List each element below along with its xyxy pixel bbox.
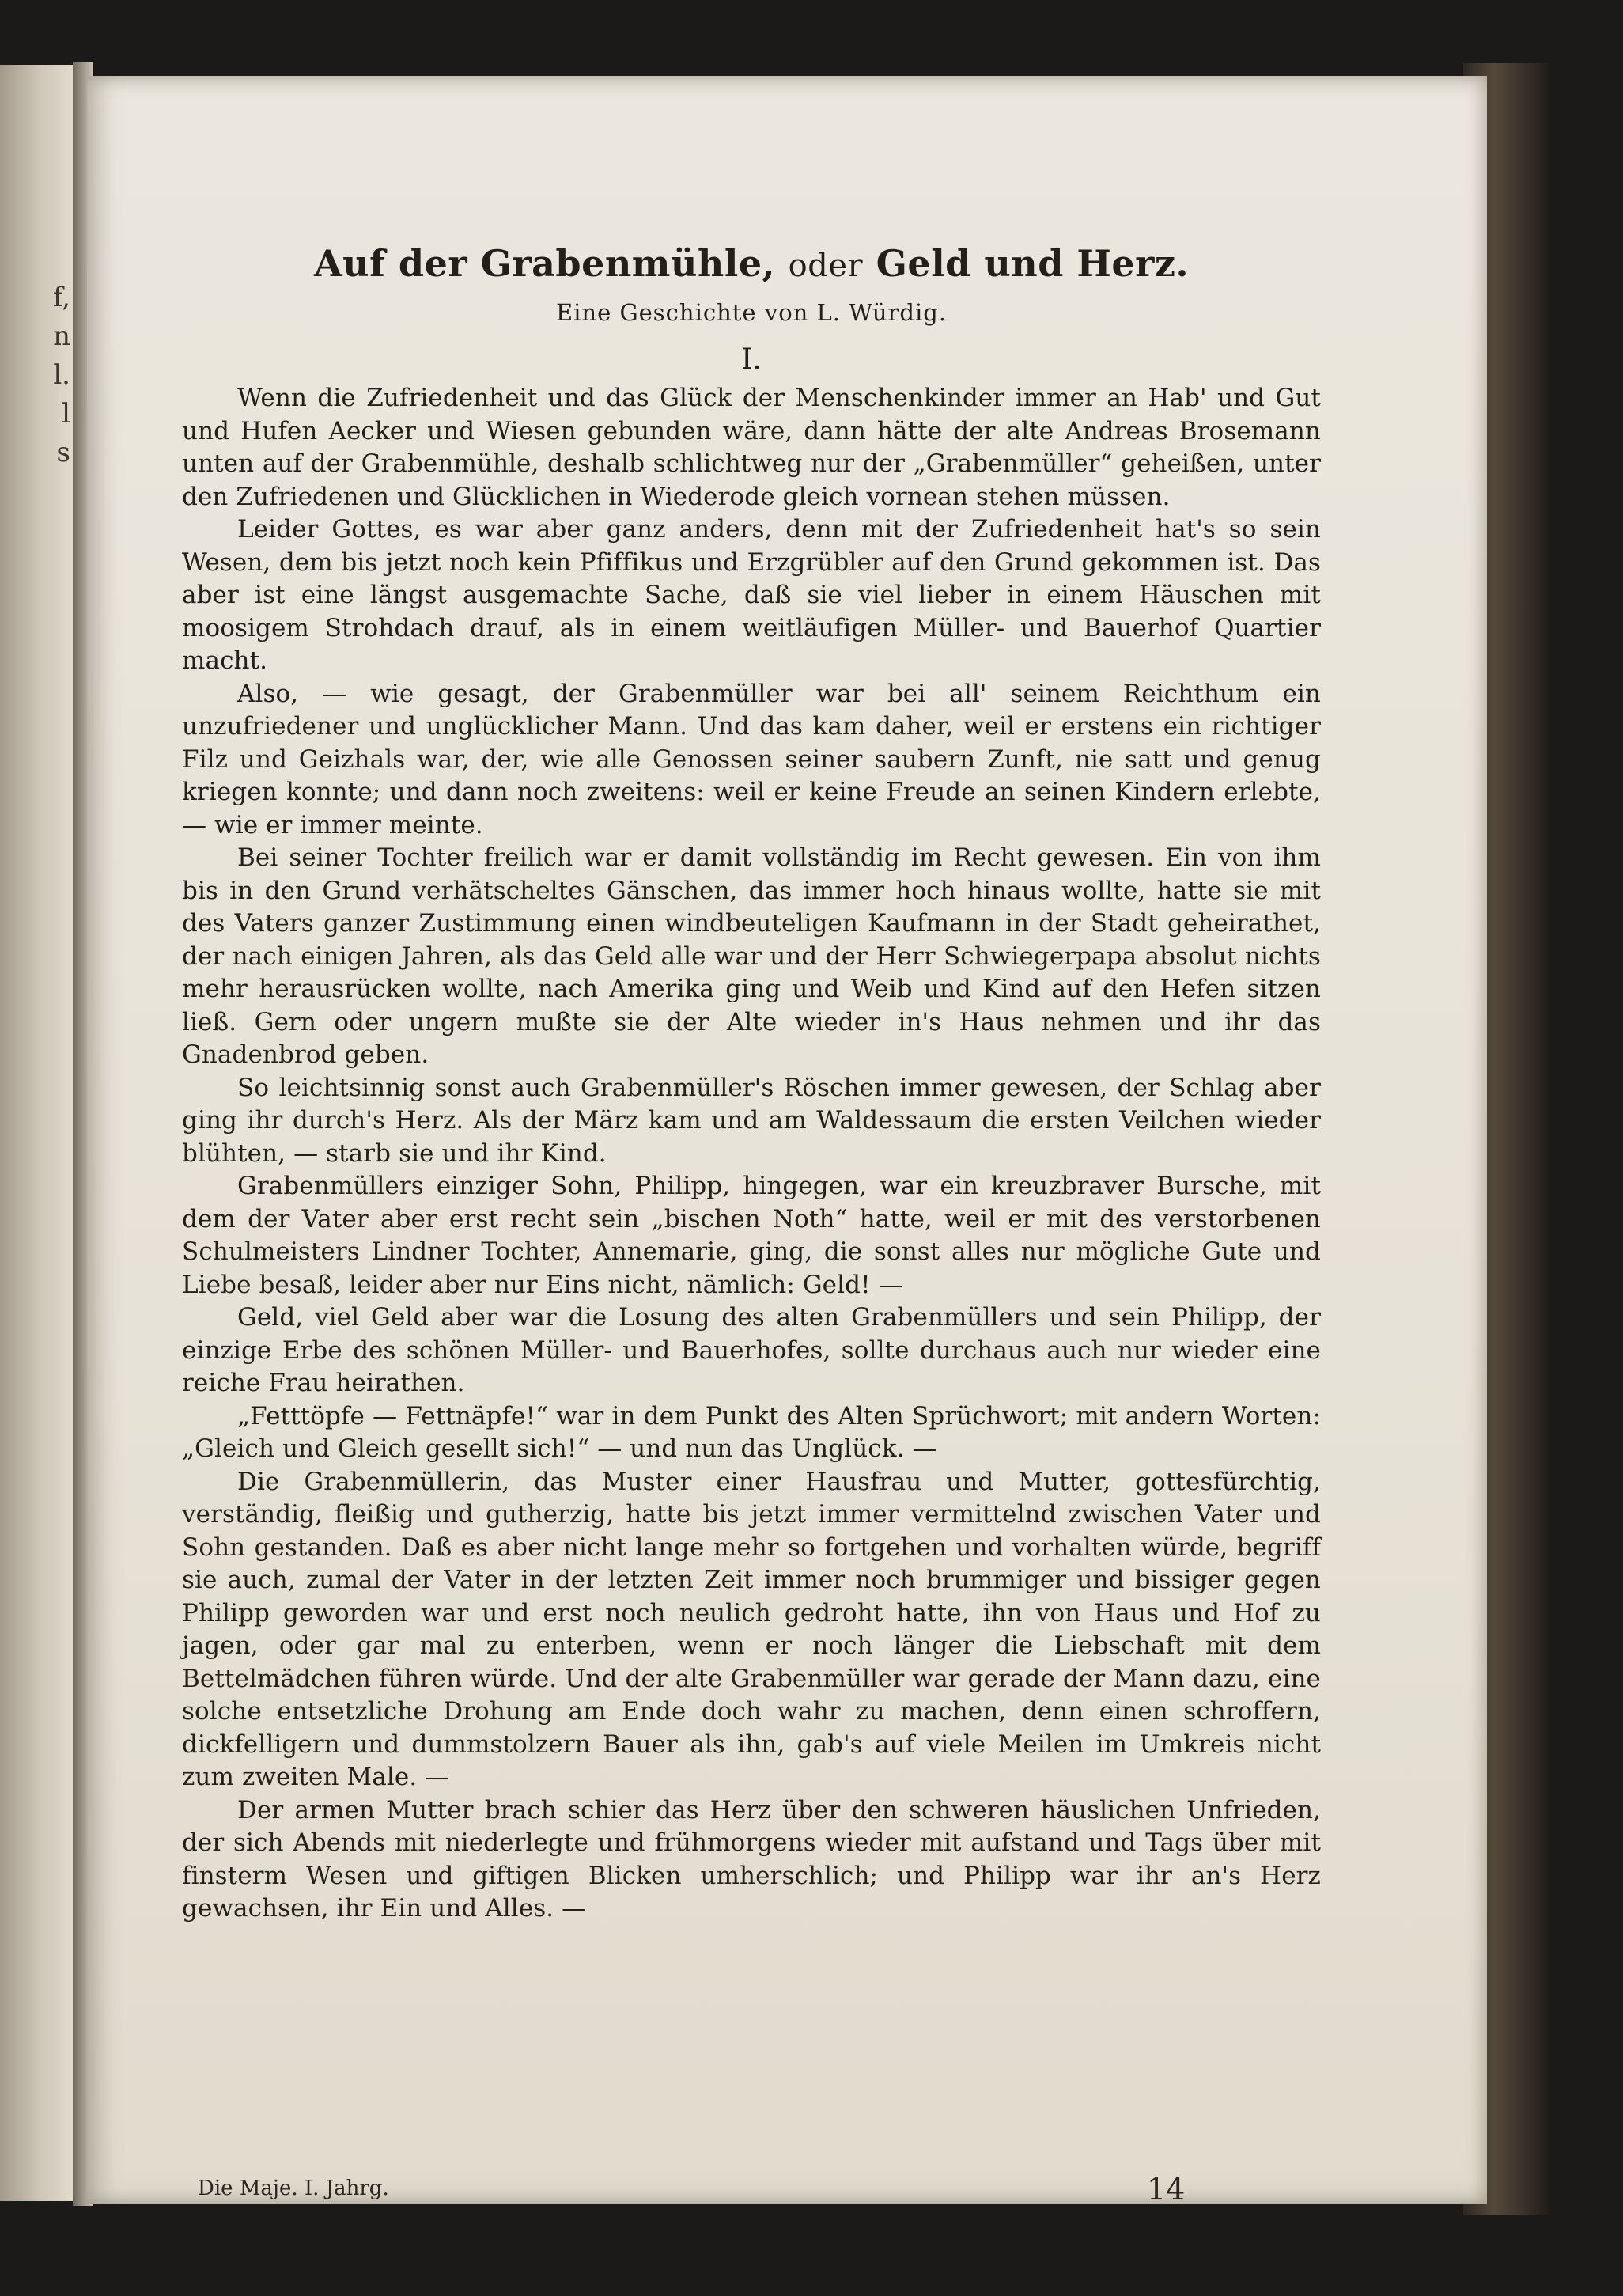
paragraph: Geld, viel Geld aber war die Losung des alten Grabenmüllers und sein Philipp, der einzige Erbe des schönen Müller- und Bauerhofes, sollte durchaus auch nur wieder eine reiche Frau heirathen. [182,1303,1321,1397]
title-part-connector: oder [788,248,864,284]
left-edge-fragment: f, [52,282,70,313]
paragraph: Bei seiner Tochter freilich war er damit vollständig im Recht gewesen. Ein von ihm bis in den Grund verhätscheltes Gänschen, das immer hoch hinaus wollte, hatte sie mit des Vaters ganzer Zustimmung einen windbeuteligen Kaufmann in der Stadt geheirathet, der nach einigen Jahren, als das Geld alle war und der Herr Schwiegerpapa absolut nichts mehr herausrücken wollte, nach Amerika ging und Weib und Kind auf den Hefen sitzen ließ. Gern oder ungern mußte sie der Alte wieder in's Haus nehmen und ihr das Gnadenbrod geben. [182,843,1321,1069]
page-footer [198,2172,1242,2216]
left-page-text-fragments [0,278,75,472]
paragraph: Leider Gottes, es war aber ganz anders, denn mit der Zufriedenheit hat's so sein Wesen, dem bis jetzt noch kein Pfiffikus und Erzgrübler auf den Grund gekommen ist. Das aber ist eine längst ausgemachte Sache, daß sie viel lieber in einem Häuschen mit moosigem Strohdach drauf, als in einem weitläufigen Müller- und Bauerhof Quartier macht. [182,515,1321,675]
paragraph: Grabenmüllers einziger Sohn, Philipp, hingegen, war ein kreuzbraver Bursche, mit dem der Vater aber erst recht sein „bischen Noth“ hatte, weil er mit des verstorbenen Schulmeisters Lindner Tochter, Annemarie, ging, die sonst alles nur mögliche Gute und Liebe besaß, leider aber nur Eins nicht, nämlich: Geld! — [182,1172,1321,1299]
story-byline: Eine Geschichte von L. Würdig. [555,299,948,326]
title-part-main: Auf der Grabenmühle, [313,242,776,285]
left-edge-fragment: l [62,398,70,430]
book-page [87,76,1487,2207]
page-content [182,242,1321,1926]
left-page-edge [0,65,75,2201]
left-edge-fragment: l. [53,359,70,391]
title-part-subtitle: Geld und Herz. [876,242,1190,285]
paragraph: So leichtsinnig sonst auch Grabenmüller's Röschen immer gewesen, der Schlag aber ging ihr durch's Herz. Als der März kam und am Waldessaum die ersten Veilchen wieder blühten, — starb sie und ihr Kind. [182,1073,1321,1168]
paragraph: Die Grabenmüllerin, das Muster einer Hausfrau und Mutter, gottesfürchtig, verständig, fleißig und gutherzig, hatte bis jetzt immer vermittelnd zwischen Vater und Sohn gestanden. Daß es aber nicht lange mehr so fortgehen und vorhalten würde, begriff sie auch, zumal der Vater in der letzten Zeit immer noch brummiger und bissiger gegen Philipp geworden war und erst noch neulich gedroht hatte, ihn von Haus und Hof zu jagen, oder gar mal zu enterben, wenn er noch länger die Liebschaft mit dem Bettelmädchen führen würde. Und der alte Grabenmüller war gerade der Mann dazu, eine solche entsetzliche Drohung am Ende doch wahr zu machen, denn einen schroffern, dickfelligern und dummstolzern Bauer als ihn, gab's auf viele Meilen im Umkreis nicht zum zweiten Male. — [182,1467,1321,1791]
signature-mark: Die Maje. I. Jahrg. [198,2177,389,2200]
story-body [182,382,1321,1926]
page-number: 14 [1147,2172,1186,2207]
chapter-number: I. [741,343,762,376]
story-title [182,242,1321,285]
paragraph: Also, — wie gesagt, der Grabenmüller war bei all' seinem Reichthum ein unzufriedener und unglücklicher Mann. Und das kam daher, weil er erstens ein richtiger Filz und Geizhals war, der, wie alle Genossen seiner saubern Zunft, nie satt und genug kriegen konnte; und dann noch zweitens: weil er keine Freude an seinen Kindern erlebte, — wie er immer meinte. [182,679,1321,839]
paragraph: Der armen Mutter brach schier das Herz über den schweren häuslichen Unfrieden, der sich Abends mit niederlegte und frühmorgens wieder mit aufstand und Tags über mit finsterm Wesen und giftigen Blicken umherschlich; und Philipp war ihr an's Herz gewachsen, ihr Ein und Alles. — [182,1795,1321,1923]
left-edge-fragment: n [53,320,70,352]
left-edge-fragment: s [56,437,70,468]
paragraph: Wenn die Zufriedenheit und das Glück der Menschenkinder immer an Hab' und Gut und Hufen Aecker und Wiesen gebunden wäre, dann hätte der alte Andreas Brosemann unten auf der Grabenmühle, deshalb schlichtweg nur der „Grabenmüller“ geheißen, unter den Zufriedenen und Glücklichen in Wiederode gleich vornean stehen müssen. [182,384,1321,511]
paragraph: „Fetttöpfe — Fettnäpfe!“ war in dem Punkt des Alten Sprüchwort; mit andern Worten: „Gleich und Gleich gesellt sich!“ — und nun das Unglück. — [182,1401,1321,1463]
